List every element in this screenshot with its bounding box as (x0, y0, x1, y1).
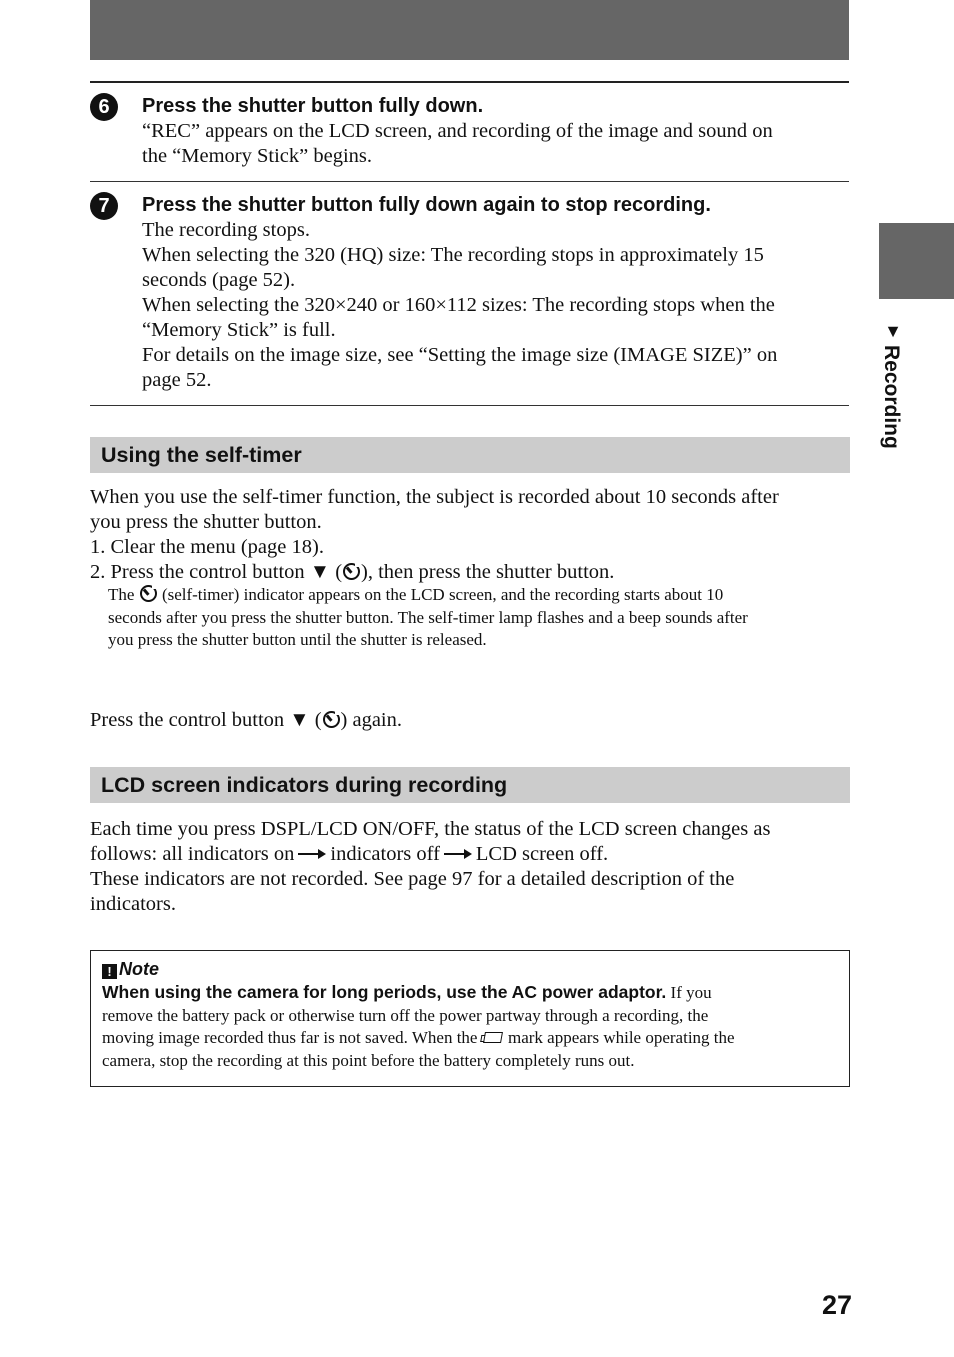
self-timer-cancel (90, 708, 850, 733)
paragraph-line: indicators. (90, 893, 176, 915)
list-item-text: 2. Press the control button ▼ ( (90, 561, 343, 583)
section-heading-lcd: LCD screen indicators during recording (90, 767, 850, 803)
detail-line: seconds after you press the shutter button. The self-timer lamp flashes and a beep sounds after (108, 607, 748, 627)
paragraph-text: follows: all indicators on (90, 843, 295, 865)
note-line: camera, stop the recording at this point before the battery completely runs out. (102, 1050, 635, 1070)
chapter-label-text: Recording (880, 345, 903, 449)
note-heading-text: Note (119, 959, 159, 979)
step-7 (90, 192, 850, 393)
chapter-arrow-icon: ▼ (883, 321, 903, 342)
header-bar (90, 0, 849, 60)
chapter-tab (879, 223, 954, 299)
step-number-badge: 6 (90, 93, 118, 121)
note-box (90, 950, 850, 1087)
note-line: remove the battery pack or otherwise turn off the power partway through a recording, the (102, 1005, 709, 1025)
divider (90, 81, 849, 83)
paragraph-line: These indicators are not recorded. See page 97 for a detailed description of the (90, 868, 735, 890)
list-item (90, 560, 850, 585)
arrow-right-icon (444, 849, 472, 859)
divider (90, 405, 849, 406)
cancel-text: ) again. (340, 709, 403, 731)
note-line (102, 1027, 838, 1050)
list-item: 1. Clear the menu (page 18). (90, 536, 324, 558)
note-body (102, 981, 838, 1072)
lcd-description (90, 817, 850, 917)
self-timer-icon (323, 711, 340, 728)
chapter-label (873, 310, 903, 460)
battery-low-icon (483, 1032, 503, 1043)
step-text: When selecting the 320×240 or 160×112 sizes: The recording stops when the (142, 294, 775, 316)
self-timer-intro (90, 485, 850, 585)
paragraph-text: LCD screen off. (475, 843, 609, 865)
paragraph-line: Each time you press DSPL/LCD ON/OFF, the status of the LCD screen changes as (90, 818, 771, 840)
list-item-text: ), then press the shutter button. (361, 561, 615, 583)
step-text: “REC” appears on the LCD screen, and recording of the image and sound on (142, 120, 773, 142)
step-text: page 52. (142, 369, 212, 391)
note-text: moving image recorded thus far is not saved. When the (102, 1028, 478, 1047)
section-heading-self-timer: Using the self-timer (90, 437, 850, 473)
divider (90, 181, 849, 182)
step-text: the “Memory Stick” begins. (142, 145, 373, 167)
step-text: When selecting the 320 (HQ) size: The recording stops in approximately 15 (142, 244, 764, 266)
cancel-text: Press the control button ▼ ( (90, 709, 322, 731)
note-heading (102, 957, 838, 981)
note-line (102, 981, 838, 1005)
arrow-right-icon (298, 849, 326, 859)
self-timer-detail (108, 584, 853, 652)
step-text: “Memory Stick” is full. (142, 319, 336, 341)
note-icon: ! (102, 964, 117, 979)
detail-line: you press the shutter button until the shutter is released. (108, 630, 487, 649)
page-number: 27 (821, 1290, 852, 1320)
paragraph-line: you press the shutter button. (90, 511, 322, 533)
self-timer-icon (343, 563, 360, 580)
step-text: seconds (page 52). (142, 269, 296, 291)
note-text: If you (670, 983, 712, 1002)
step-title: Press the shutter button fully down. (142, 95, 484, 117)
step-6 (90, 93, 850, 169)
detail-text: The (108, 585, 135, 604)
step-title: Press the shutter button fully down again to stop recording. (142, 194, 711, 216)
note-bold-text: When using the camera for long periods, use the AC power adaptor. (102, 982, 667, 1002)
paragraph-line: When you use the self-timer function, the subject is recorded about 10 seconds after (90, 486, 779, 508)
self-timer-icon (140, 585, 157, 602)
detail-text: (self-timer) indicator appears on the LCD screen, and the recording starts about 10 (161, 585, 724, 604)
step-number-badge: 7 (90, 192, 118, 220)
step-text: For details on the image size, see “Setting the image size (IMAGE SIZE)” on (142, 344, 778, 366)
detail-line (108, 584, 853, 607)
step-text: The recording stops. (142, 219, 310, 241)
note-text: mark appears while operating the (507, 1028, 735, 1047)
paragraph-line (90, 842, 850, 867)
paragraph-text: indicators off (330, 843, 440, 865)
